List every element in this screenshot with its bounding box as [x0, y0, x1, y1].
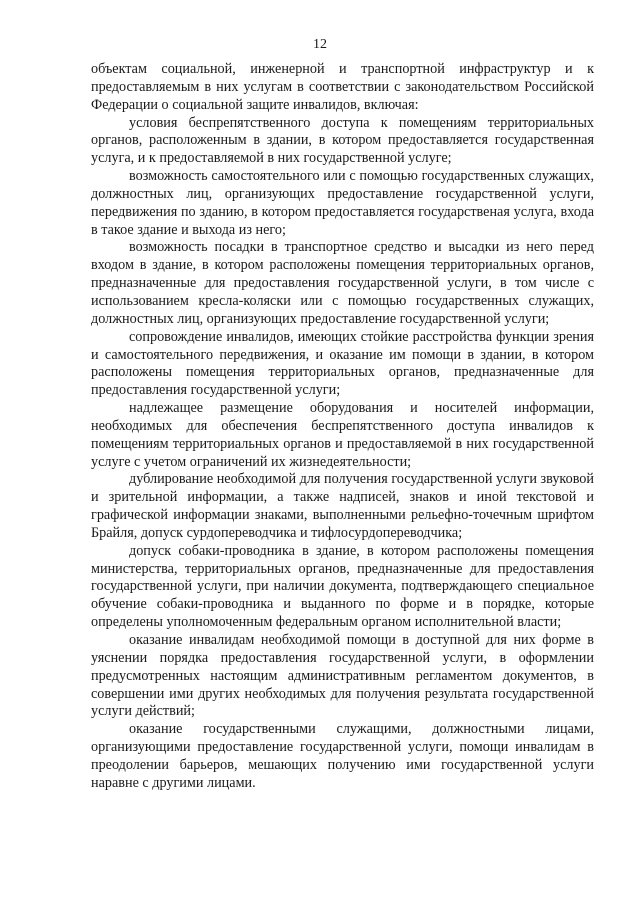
paragraph-equipment-placement: надлежащее размещение оборудования и носителей информации, необходимых для обеспечения беспрепятственного доступа инвалидов к помещениям территориальных органов и предоставляемой в них государственной услуге с учетом ограничений их жизнедеятельности;: [91, 400, 594, 470]
page-number: 12: [313, 37, 327, 52]
document-body: [91, 61, 594, 793]
paragraph-access-conditions: условия беспрепятственного доступа к помещениям территориальных органов, расположенным в здании, в котором предоставляется государственная услуга, и к предоставляемой в них государственной услуге;: [91, 114, 594, 167]
paragraph-information-duplication: дублирование необходимой для получения государственной услуги звуковой и зрительной информации, а также надписей, знаков и иной текстовой и графической информации знаками, выполненными рельефно-точечным шрифтом Брайля, допуск сурдопереводчика и тифлосурдопереводчика;: [91, 471, 594, 541]
paragraph-intro: объектам социальной, инженерной и транспортной инфраструктур и к предоставляемым в них услугам в соответствии с законодательством Российской Федерации о социальной защите инвалидов, включая:: [91, 61, 594, 113]
paragraph-escort-visually-impaired: сопровождение инвалидов, имеющих стойкие расстройства функции зрения и самостоятельного передвижения, и оказание им помощи в здании, в котором расположены помещения территориальных органов, предназначенные для предоставления государственной услуги;: [91, 328, 594, 399]
paragraph-guide-dog-admission: допуск собаки-проводника в здание, в котором расположены помещения министерства, территориальных органов, предназначенные для предоставления государственной услуги, при наличии документа, подтверждающего специальное обучение собаки-проводника и выданного по форме и в порядке, которые определены уполномоченным федеральным органом исполнительной власти;: [91, 542, 594, 631]
paragraph-transport-boarding: возможность посадки в транспортное средство и высадки из него перед входом в здание, в котором расположены помещения территориальных органов, предназначенные для предоставления государственной услуги, в том числе с использованием кресла-коляски или с помощью государственных служащих, должностных лиц, организующих предоставление государственной услуги;: [91, 239, 594, 327]
paragraph-independent-movement: возможность самостоятельного или с помощью государственных служащих, должностных лиц, организующих предоставление государственной услуги, передвижения по зданию, в котором предоставляется государственая услуга, входа в такое здание и выхода из него;: [91, 168, 594, 238]
paragraph-barrier-help: оказание государственными служащими, должностными лицами, организующими предоставление государственной услуги, помощи инвалидам в преодолении барьеров, мешающих получению ими государственной услуги наравне с другими лицами.: [91, 721, 594, 791]
paragraph-assistance-procedure: оказание инвалидам необходимой помощи в доступной для них форме в уяснении порядка предоставления государственной услуги, в оформлении предусмотренных настоящим административным регламентом документов, в совершении ими других необходимых для получения результата государственной услуги действий;: [91, 632, 594, 720]
